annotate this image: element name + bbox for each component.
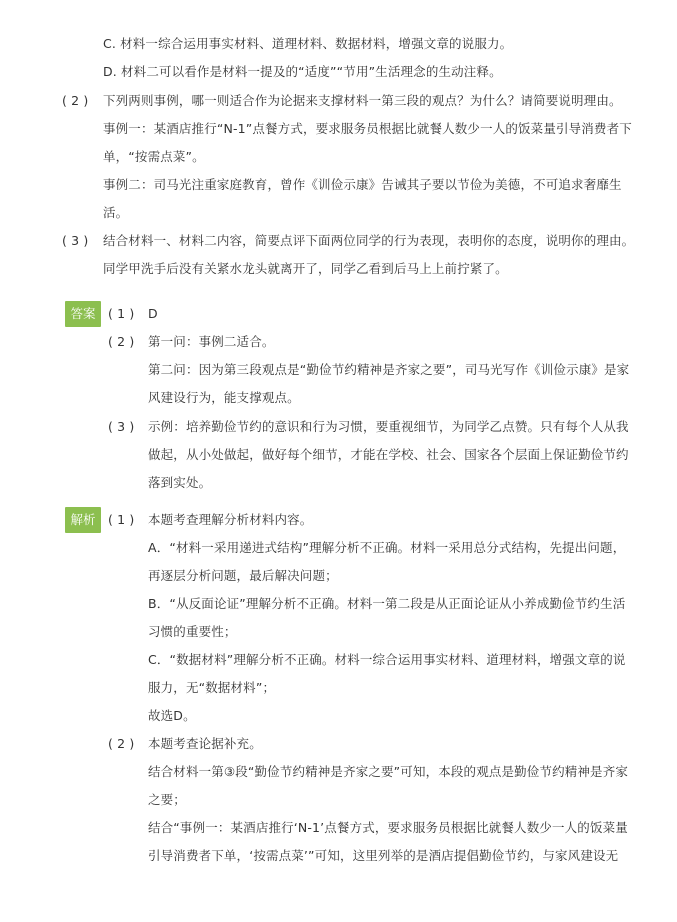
q3-number: ( 3 ): [62, 233, 89, 248]
answer-3-number: ( 3 ): [108, 419, 135, 434]
q3-scenario: 同学甲洗手后没有关紧水龙头就离开了，同学乙看到后马上上前拧紧了。: [103, 261, 508, 276]
option-d: D. 材料二可以看作是材料一提及的“适度”“节用”生活理念的生动注释。: [103, 64, 502, 79]
analysis-2-line3: 结合“事例一：某酒店推行‘N-1’点餐方式，要求服务员根据比就餐人数少一人的饭菜量: [148, 820, 628, 835]
analysis-1-c-line1: C．“数据材料”理解分析不正确。材料一综合运用事实材料、道理材料，增强文章的说: [148, 652, 626, 667]
analysis-1-b-line1: B．“从反面论证”理解分析不正确。材料一第二段是从正面论证从小养成勤俭节约生活: [148, 596, 626, 611]
analysis-1-a-line2: 再逐层分析问题，最后解决问题；: [148, 568, 338, 583]
q2-case2-line1: 事例二：司马光注重家庭教育，曾作《训俭示康》告诫其子要以节俭为美德，不可追求奢靡生: [103, 177, 622, 192]
analysis-2-title: 本题考查论据补充。: [148, 736, 262, 751]
analysis-tag: 解析: [65, 507, 101, 533]
answer-3-line1: 示例：培养勤俭节约的意识和行为习惯，要重视细节，为同学乙点赞。只有每个人从我: [148, 419, 629, 434]
answer-2-line2: 第二问：因为第三段观点是“勤俭节约精神是齐家之要”，司马光写作《训俭示康》是家: [148, 362, 630, 377]
answer-1-text: D: [148, 306, 158, 321]
answer-3-line2: 做起，从小处做起，做好每个细节，才能在学校、社会、国家各个层面上保证勤俭节约: [148, 447, 629, 462]
q2-text: 下列两则事例，哪一则适合作为论据来支撑材料一第三段的观点？为什么？请简要说明理由。: [103, 93, 622, 108]
analysis-1-number: ( 1 ): [108, 512, 135, 527]
answer-2-line1: 第一问：事例二适合。: [148, 334, 275, 349]
answer-2-number: ( 2 ): [108, 334, 135, 349]
answer-1-number: ( 1 ): [108, 306, 135, 321]
analysis-1-a-line1: A．“材料一采用递进式结构”理解分析不正确。材料一采用总分式结构，先提出问题，: [148, 540, 626, 555]
analysis-1-title: 本题考查理解分析材料内容。: [148, 512, 313, 527]
answer-tag: 答案: [65, 301, 101, 327]
analysis-2-line4: 引导消费者下单，‘按需点菜’”可知，这里列举的是酒店提倡勤俭节约，与家风建设无: [148, 848, 619, 863]
q2-case1-line1: 事例一：某酒店推行“N-1”点餐方式，要求服务员根据比就餐人数少一人的饭菜量引导消费者下: [103, 121, 632, 136]
analysis-1-b-line2: 习惯的重要性；: [148, 624, 237, 639]
analysis-1-c-line2: 服力，无“数据材料”；: [148, 680, 276, 695]
analysis-1-choice: 故选D。: [148, 708, 196, 723]
q2-case1-line2: 单，“按需点菜”。: [103, 149, 205, 164]
q2-case2-line2: 活。: [103, 205, 129, 220]
q2-number: ( 2 ): [62, 93, 89, 108]
q3-text: 结合材料一、材料二内容，简要点评下面两位同学的行为表现，表明你的态度，说明你的理由。: [103, 233, 635, 248]
answer-2-line3: 风建设行为，能支撑观点。: [148, 390, 300, 405]
analysis-2-line2: 之要；: [148, 792, 186, 807]
analysis-2-line1: 结合材料一第③段“勤俭节约精神是齐家之要”可知，本段的观点是勤俭节约精神是齐家: [148, 764, 629, 779]
answer-3-line3: 落到实处。: [148, 475, 212, 490]
option-c: C. 材料一综合运用事实材料、道理材料、数据材料，增强文章的说服力。: [103, 36, 513, 51]
analysis-2-number: ( 2 ): [108, 736, 135, 751]
